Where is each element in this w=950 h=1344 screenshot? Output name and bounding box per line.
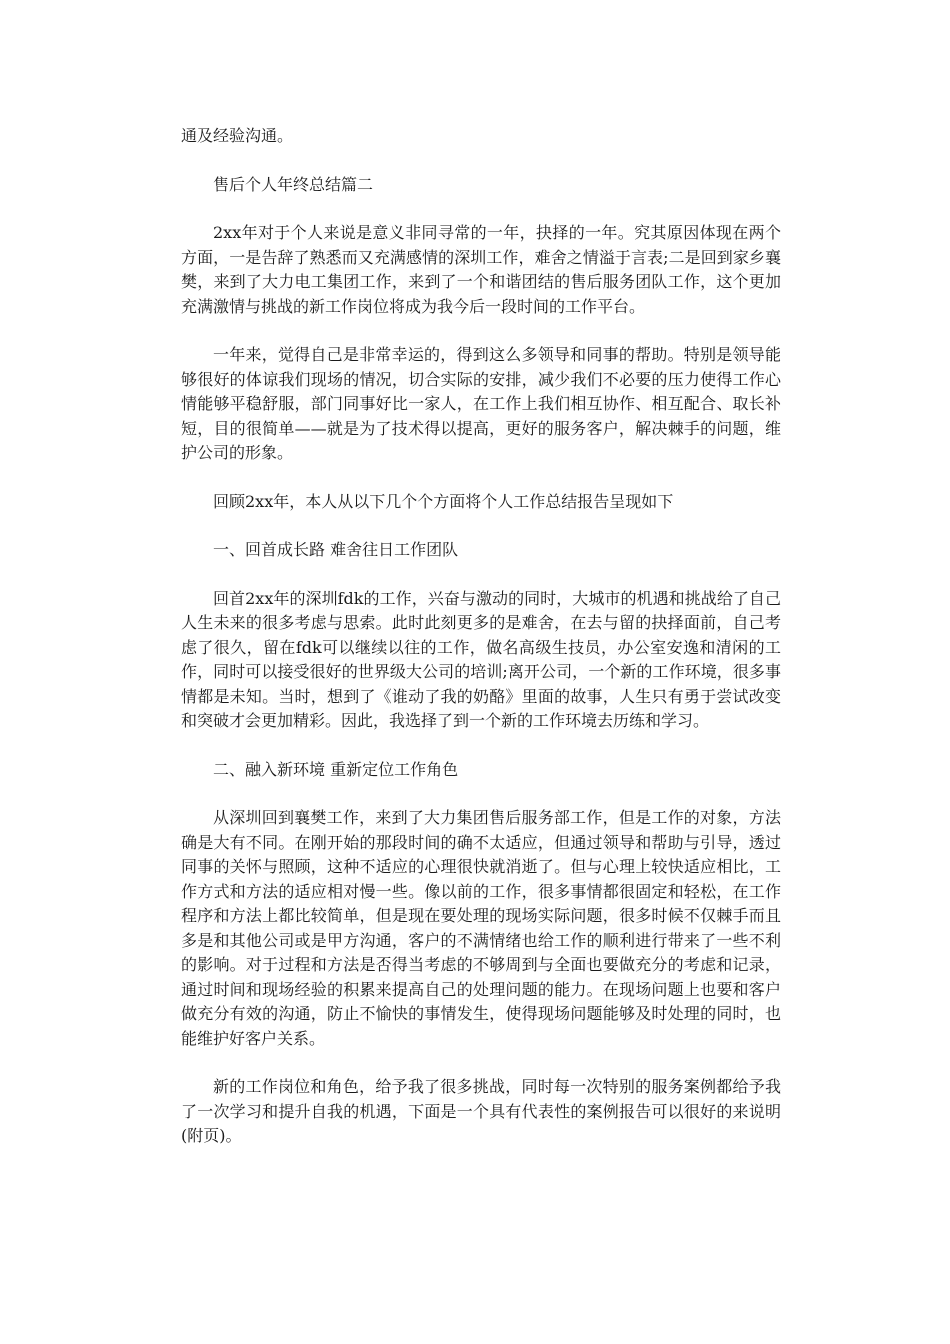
subsection-heading: 一、回首成长路 难舍往日工作团队 <box>213 540 459 559</box>
section-title: 售后个人年终总结篇二 <box>213 174 374 194</box>
paragraph: 回顾2xx年，本人从以下几个个方面将个人工作总结报告呈现如下 <box>213 491 674 511</box>
paragraph-continuation: 通及经验沟通。 <box>181 126 294 145</box>
paragraph: 新的工作岗位和角色，给予我了很多挑战，同时每一次特别的服务案例都给予我了一次学习和提升自我的机遇，下面是一个具有代表性的案例报告可以很好的来说明(附页)。 <box>181 1077 781 1145</box>
subsection-heading: 二、融入新环境 重新定位工作角色 <box>213 759 459 779</box>
paragraph: 回首2xx年的深圳fdk的工作，兴奋与激动的同时，大城市的机遇和挑战给了自己人生未来的很多考虑与思索。此时此刻更多的是难舍，在去与留的抉择面前，自己考虑了很久，留在fdk可以继续以往的工作，做名高级生技员，办公室安逸和清闲的工作，同时可以接受很好的世界级大公司的培训;离开公司，一个新的工作环境，很多事情都是未知。当时，想到了《谁动了我的奶酪》里面的故事，人生只有勇于尝试改变和突破才会更加精彩。因此，我选择了到一个新的工作环境去历练和学习。 <box>181 588 781 730</box>
paragraph: 一年来，觉得自己是非常幸运的，得到这么多领导和同事的帮助。特别是领导能够很好的体谅我们现场的情况，切合实际的安排，减少我们不必要的压力使得工作心情能够平稳舒服，部门同事好比一家人，在工作上我们相互协作、相互配合、取长补短，目的很简单——就是为了技术得以提高，更好的服务客户，解决棘手的问题，维护公司的形象。 <box>181 345 781 462</box>
paragraph: 2xx年对于个人来说是意义非同寻常的一年，抉择的一年。究其原因体现在两个方面，一是告辞了熟悉而又充满感情的深圳工作，难舍之情溢于言表;二是回到家乡襄樊，来到了大力电工集团工作，来到了一个和谐团结的售后服务团队工作，这个更加充满激情与挑战的新工作岗位将成为我今后一段时间的工作平台。 <box>181 223 781 316</box>
document-body <box>181 124 781 1173</box>
paragraph: 从深圳回到襄樊工作，来到了大力集团售后服务部工作，但是工作的对象，方法确是大有不同。在刚开始的那段时间的确不太适应，但通过领导和帮助与引导，透过同事的关怀与照顾，这种不适应的心理很快就消逝了。但与心理上较快适应相比，工作方式和方法的适应相对慢一些。像以前的工作，很多事情都很固定和轻松，在工作程序和方法上都比较简单，但是现在要处理的现场实际问题，很多时候不仅棘手而且多是和其他公司或是甲方沟通，客户的不满情绪也给工作的顺利进行带来了一些不利的影响。对于过程和方法是否得当考虑的不够周到与全面也要做充分的考虑和记录，通过时间和现场经验的积累来提高自己的处理问题的能力。在现场问题上也要和客户做充分有效的沟通，防止不愉快的事情发生，使得现场问题能够及时处理的同时，也能维护好客户关系。 <box>181 808 781 1048</box>
